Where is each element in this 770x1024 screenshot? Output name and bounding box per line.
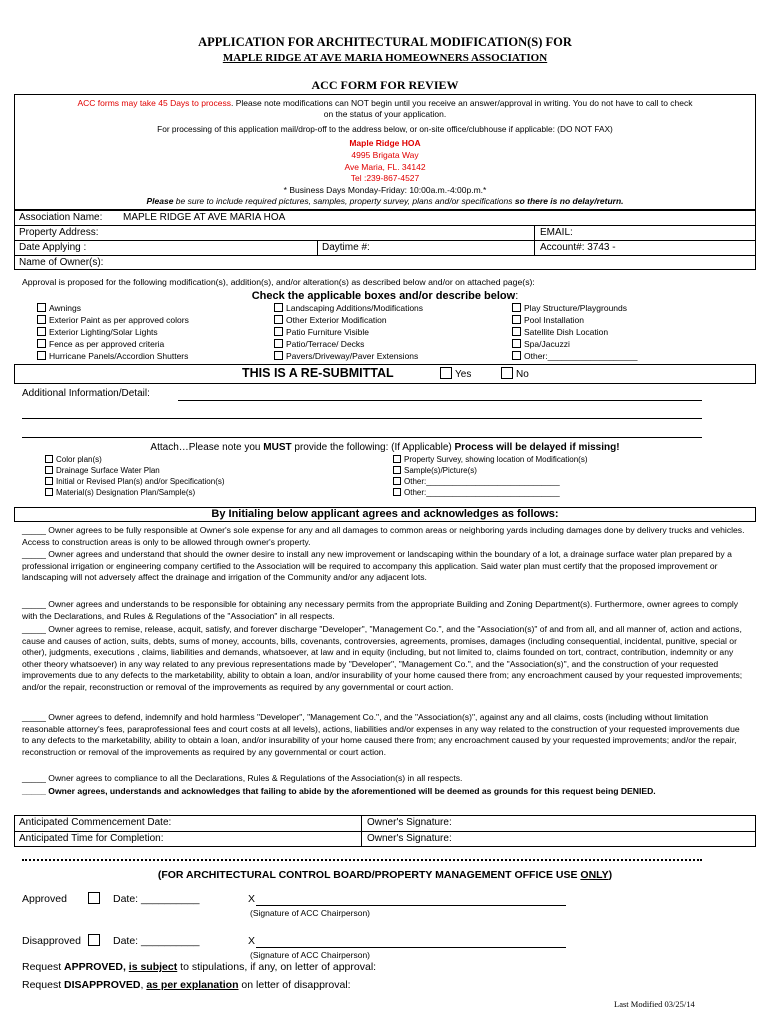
- check-patio-terrace[interactable]: Patio/Terrace/ Decks: [274, 339, 364, 350]
- address-street: 4995 Brigata Way: [351, 150, 419, 160]
- association-name-value: MAPLE RIDGE AT AVE MARIA HOA: [123, 212, 286, 223]
- check-exterior-lighting[interactable]: Exterior Lighting/Solar Lights: [37, 327, 158, 338]
- checkbox-icon[interactable]: [37, 327, 46, 336]
- processing-time-notice: ACC forms may take 45 Days to process: [77, 98, 232, 108]
- please-text: be sure to include required pictures, samples, property survey, plans and/or specifications: [173, 196, 515, 206]
- attach-drainage-plan[interactable]: Drainage Surface Water Plan: [45, 466, 160, 476]
- checkbox-icon[interactable]: [393, 455, 401, 463]
- check-fence[interactable]: Fence as per approved criteria: [37, 339, 164, 350]
- disapproved-checkbox[interactable]: [88, 934, 103, 947]
- check-other[interactable]: Other:___________________: [512, 351, 637, 362]
- daytime-phone-field[interactable]: Daytime #:: [322, 242, 370, 253]
- checkbox-icon[interactable]: [274, 303, 283, 312]
- last-modified: Last Modified 03/25/14: [614, 999, 695, 1009]
- form-subtitle: ACC FORM FOR REVIEW: [311, 78, 459, 92]
- check-play-structure[interactable]: Play Structure/Playgrounds: [512, 303, 627, 314]
- check-other-exterior[interactable]: Other Exterior Modification: [274, 315, 387, 326]
- account-number-field[interactable]: Account#: 3743 -: [540, 242, 616, 253]
- approved-date-field[interactable]: Date: __________: [113, 893, 200, 905]
- checkbox-icon[interactable]: [45, 488, 53, 496]
- disapproved-label: Disapproved: [22, 935, 81, 947]
- checklist-heading-text: Check the applicable boxes and/or describe below: [251, 290, 516, 302]
- attach-other-1[interactable]: Other:______________________________: [393, 477, 560, 487]
- additional-info-line-2[interactable]: [22, 418, 702, 419]
- check-exterior-paint[interactable]: Exterior Paint as per approved colors: [37, 315, 189, 326]
- check-hurricane-panels[interactable]: Hurricane Panels/Accordion Shutters: [37, 351, 188, 362]
- agreement-release: _____ Owner agrees to remise, release, acquit, satisfy, and forever discharge "Developer", "Management Co.", and the "Association(s)" of and from all, and all manner of, action and actions, cause and causes of action, suits, debts, sums of money, accounts, bills, covenants, controversies, agreements, promises, damages (including consequential, incidental, punitive, special or other), judgments, executions , claims, liabilities and demands, whatsoever, at law and in equity (including, but not limited to, claims founded on tort, contract, contribution, indemnity or any other theory whatsoever) in any way related to any previous representations made by "Developer", "Management Co.", and the "Association(s)", and the construction of your requested improvements due to any defects to the marketability, ability to obtain a loan, and/or insurability of your home caused there from; any encroachment caused by your requested improvements; and/or the repair, reconstruction or removal of the improvements as required by any governmental or court action.: [22, 624, 743, 692]
- checkbox-icon[interactable]: [37, 339, 46, 348]
- checklist-heading: [0, 290, 770, 304]
- owner-signature-2[interactable]: Owner's Signature:: [367, 833, 452, 844]
- resubmittal-label: THIS IS A RE-SUBMITTAL: [242, 366, 394, 380]
- resubmittal-yes[interactable]: Yes: [440, 367, 471, 382]
- check-patio-furniture[interactable]: Patio Furniture Visible: [274, 327, 369, 338]
- approved-label: Approved: [22, 893, 67, 905]
- attach-color-plan[interactable]: Color plan(s): [45, 455, 102, 465]
- checkbox-icon[interactable]: [512, 315, 521, 324]
- agreement-damages: _____ Owner agrees to be fully responsible at Owner's sole expense for any and all damages to common areas or neighboring yards including damages done by delivery trucks and vehicles. Access to construction areas is only to be allowed through owner's property.: [22, 525, 745, 547]
- resubmittal-no[interactable]: No: [501, 367, 529, 382]
- attach-samples[interactable]: Sample(s)/Picture(s): [393, 466, 477, 476]
- checkbox-icon[interactable]: [393, 477, 401, 485]
- check-awnings[interactable]: Awnings: [37, 303, 81, 314]
- approved-signature-line[interactable]: [256, 905, 566, 906]
- required-docs-notice: [16, 196, 754, 207]
- disapproved-date-field[interactable]: Date: __________: [113, 935, 200, 947]
- checkbox-icon[interactable]: [512, 327, 521, 336]
- notice-line2: on the status of your application.: [323, 109, 447, 119]
- checkbox-icon[interactable]: [45, 466, 53, 474]
- agreement-drainage: _____ Owner agrees and understand that should the owner desire to install any new improvement or landscaping within the boundary of a lot, a drainage surface water plan prepared by a professional irrigation or engineering company certified to the Association will be required to accompany this application. Said water plan must certify that the proposed improvement or landscaping will not adversely affect the drainage and irrigation of the Community and/or any adjacent lots.: [22, 549, 732, 582]
- checkbox-icon[interactable]: [37, 303, 46, 312]
- commencement-date-field[interactable]: Anticipated Commencement Date:: [19, 817, 172, 828]
- check-landscaping[interactable]: Landscaping Additions/Modifications: [274, 303, 423, 314]
- property-address-field[interactable]: Property Address:: [19, 227, 99, 238]
- check-pavers[interactable]: Pavers/Driveway/Paver Extensions: [274, 351, 418, 362]
- approved-checkbox[interactable]: [88, 892, 103, 905]
- checkbox-icon[interactable]: [37, 351, 46, 360]
- owner-signature-1[interactable]: Owner's Signature:: [367, 817, 452, 828]
- check-pool[interactable]: Pool Installation: [512, 315, 584, 326]
- request-disapproved-line: Request DISAPPROVED, as per explanation on letter of disapproval:: [22, 979, 351, 991]
- agreement-indemnify: _____ Owner agrees to defend, indemnify and hold harmless "Developer", "Management Co.", and the "Association(s)", against any and all claims, costs (including without limitation reasonable attorney's fees, paraprofessional fees and court costs at all levels), actions, liabilities and/or expenses in any way related to the construction of your requested improvements due to any defects to the marketability, ability to obtain a loan, and/or insurability of your home caused there from; any encroachment caused by your requested improvements; and/or the repair, reconstruction or removal of the improvements as required by any governmental or court action.: [22, 712, 740, 757]
- additional-info-line-1[interactable]: [178, 400, 702, 401]
- please-word: Please: [146, 196, 174, 206]
- attach-material-plan[interactable]: Material(s) Designation Plan/Sample(s): [45, 488, 195, 498]
- owner-name-field[interactable]: Name of Owner(s):: [19, 257, 104, 268]
- checkbox-icon[interactable]: [88, 934, 100, 946]
- checkbox-icon[interactable]: [274, 327, 283, 336]
- dotted-separator: [22, 859, 702, 861]
- checkbox-icon[interactable]: [440, 367, 452, 379]
- attach-notice: Attach…Please note you MUST provide the following: (If Applicable) Process will be delayed if missing!: [150, 442, 620, 453]
- checkbox-icon[interactable]: [274, 351, 283, 360]
- attach-initial-plan[interactable]: Initial or Revised Plan(s) and/or Specification(s): [45, 477, 225, 487]
- checkbox-icon[interactable]: [45, 477, 53, 485]
- checkbox-icon[interactable]: [393, 488, 401, 496]
- disapproved-signature-caption: (Signature of ACC Chairperson): [250, 950, 371, 960]
- association-title: MAPLE RIDGE AT AVE MARIA HOMEOWNERS ASSOCIATION: [222, 52, 548, 64]
- processing-notice: [16, 98, 754, 109]
- email-field[interactable]: EMAIL:: [540, 227, 573, 238]
- disapproved-signature-line[interactable]: [256, 947, 566, 948]
- request-approved-line: Request APPROVED, is subject to stipulations, if any, on letter of approval:: [22, 961, 377, 973]
- approved-x-mark: X: [248, 893, 256, 905]
- association-name-label: Association Name:: [19, 212, 103, 223]
- attach-property-survey[interactable]: Property Survey, showing location of Modification(s): [393, 455, 588, 465]
- checkbox-icon[interactable]: [393, 466, 401, 474]
- date-applying-field[interactable]: Date Applying :: [19, 242, 87, 253]
- checkbox-icon[interactable]: [274, 339, 283, 348]
- no-delay-text: so there is no delay/return.: [514, 196, 624, 206]
- checklist-heading-colon: :: [515, 290, 519, 302]
- checkbox-icon[interactable]: [512, 303, 521, 312]
- disapproved-x-mark: X: [248, 935, 256, 947]
- checkbox-icon[interactable]: [274, 315, 283, 324]
- checkbox-icon[interactable]: [501, 367, 513, 379]
- agreement-compliance: _____ Owner agrees to compliance to all the Declarations, Rules & Regulations of the Association(s) in all respects.: [22, 773, 463, 783]
- checkbox-icon[interactable]: [512, 339, 521, 348]
- address-city: Ave Maria, FL. 34142: [344, 162, 426, 172]
- business-hours: * Business Days Monday-Friday: 10:00a.m.-4:00p.m.*: [283, 185, 487, 195]
- initial-heading: By Initialing below applicant agrees and acknowledges as follows:: [211, 508, 559, 520]
- completion-time-field[interactable]: Anticipated Time for Completion:: [19, 833, 164, 844]
- agreement-denial: _____ Owner agrees, understands and acknowledges that failing to abide by the aforementioned will be deemed as grounds for this request being DENIED.: [22, 786, 656, 796]
- address-name: Maple Ridge HOA: [349, 138, 421, 148]
- notice-text: . Please note modifications can NOT begin until you receive an answer/approval in writing. You do not have to call to check: [231, 98, 693, 108]
- approval-proposal-text: Approval is proposed for the following modification(s), addition(s), and/or alteration(s) as described below and/or on attached page(s):: [22, 277, 535, 287]
- agreement-permits: _____ Owner agrees and understands to be responsible for obtaining any necessary permits from the appropriate Building and Zoning Department(s). Furthermore, owner agrees to comply with the Declarations, and Rules & Regulations of the "Association" in all respects.: [22, 599, 739, 621]
- attach-other-2[interactable]: Other:______________________________: [393, 488, 560, 498]
- additional-info-label: Additional Information/Detail:: [22, 388, 150, 399]
- address-phone: Tel :239-867-4527: [350, 173, 420, 183]
- form-title: APPLICATION FOR ARCHITECTURAL MODIFICATION(S) FOR: [198, 35, 572, 49]
- checkbox-icon[interactable]: [512, 351, 521, 360]
- board-use-heading: (FOR ARCHITECTURAL CONTROL BOARD/PROPERTY MANAGEMENT OFFICE USE ONLY): [157, 869, 613, 881]
- check-spa[interactable]: Spa/Jacuzzi: [512, 339, 570, 350]
- additional-info-line-3[interactable]: [22, 437, 702, 438]
- check-satellite-dish[interactable]: Satellite Dish Location: [512, 327, 608, 338]
- checkbox-icon[interactable]: [37, 315, 46, 324]
- checkbox-icon[interactable]: [45, 455, 53, 463]
- checkbox-icon[interactable]: [88, 892, 100, 904]
- approved-signature-caption: (Signature of ACC Chairperson): [250, 908, 371, 918]
- processing-instructions: For processing of this application mail/drop-off to the address below, or on-site office/clubhouse if applicable: (DO NOT FAX): [157, 124, 613, 134]
